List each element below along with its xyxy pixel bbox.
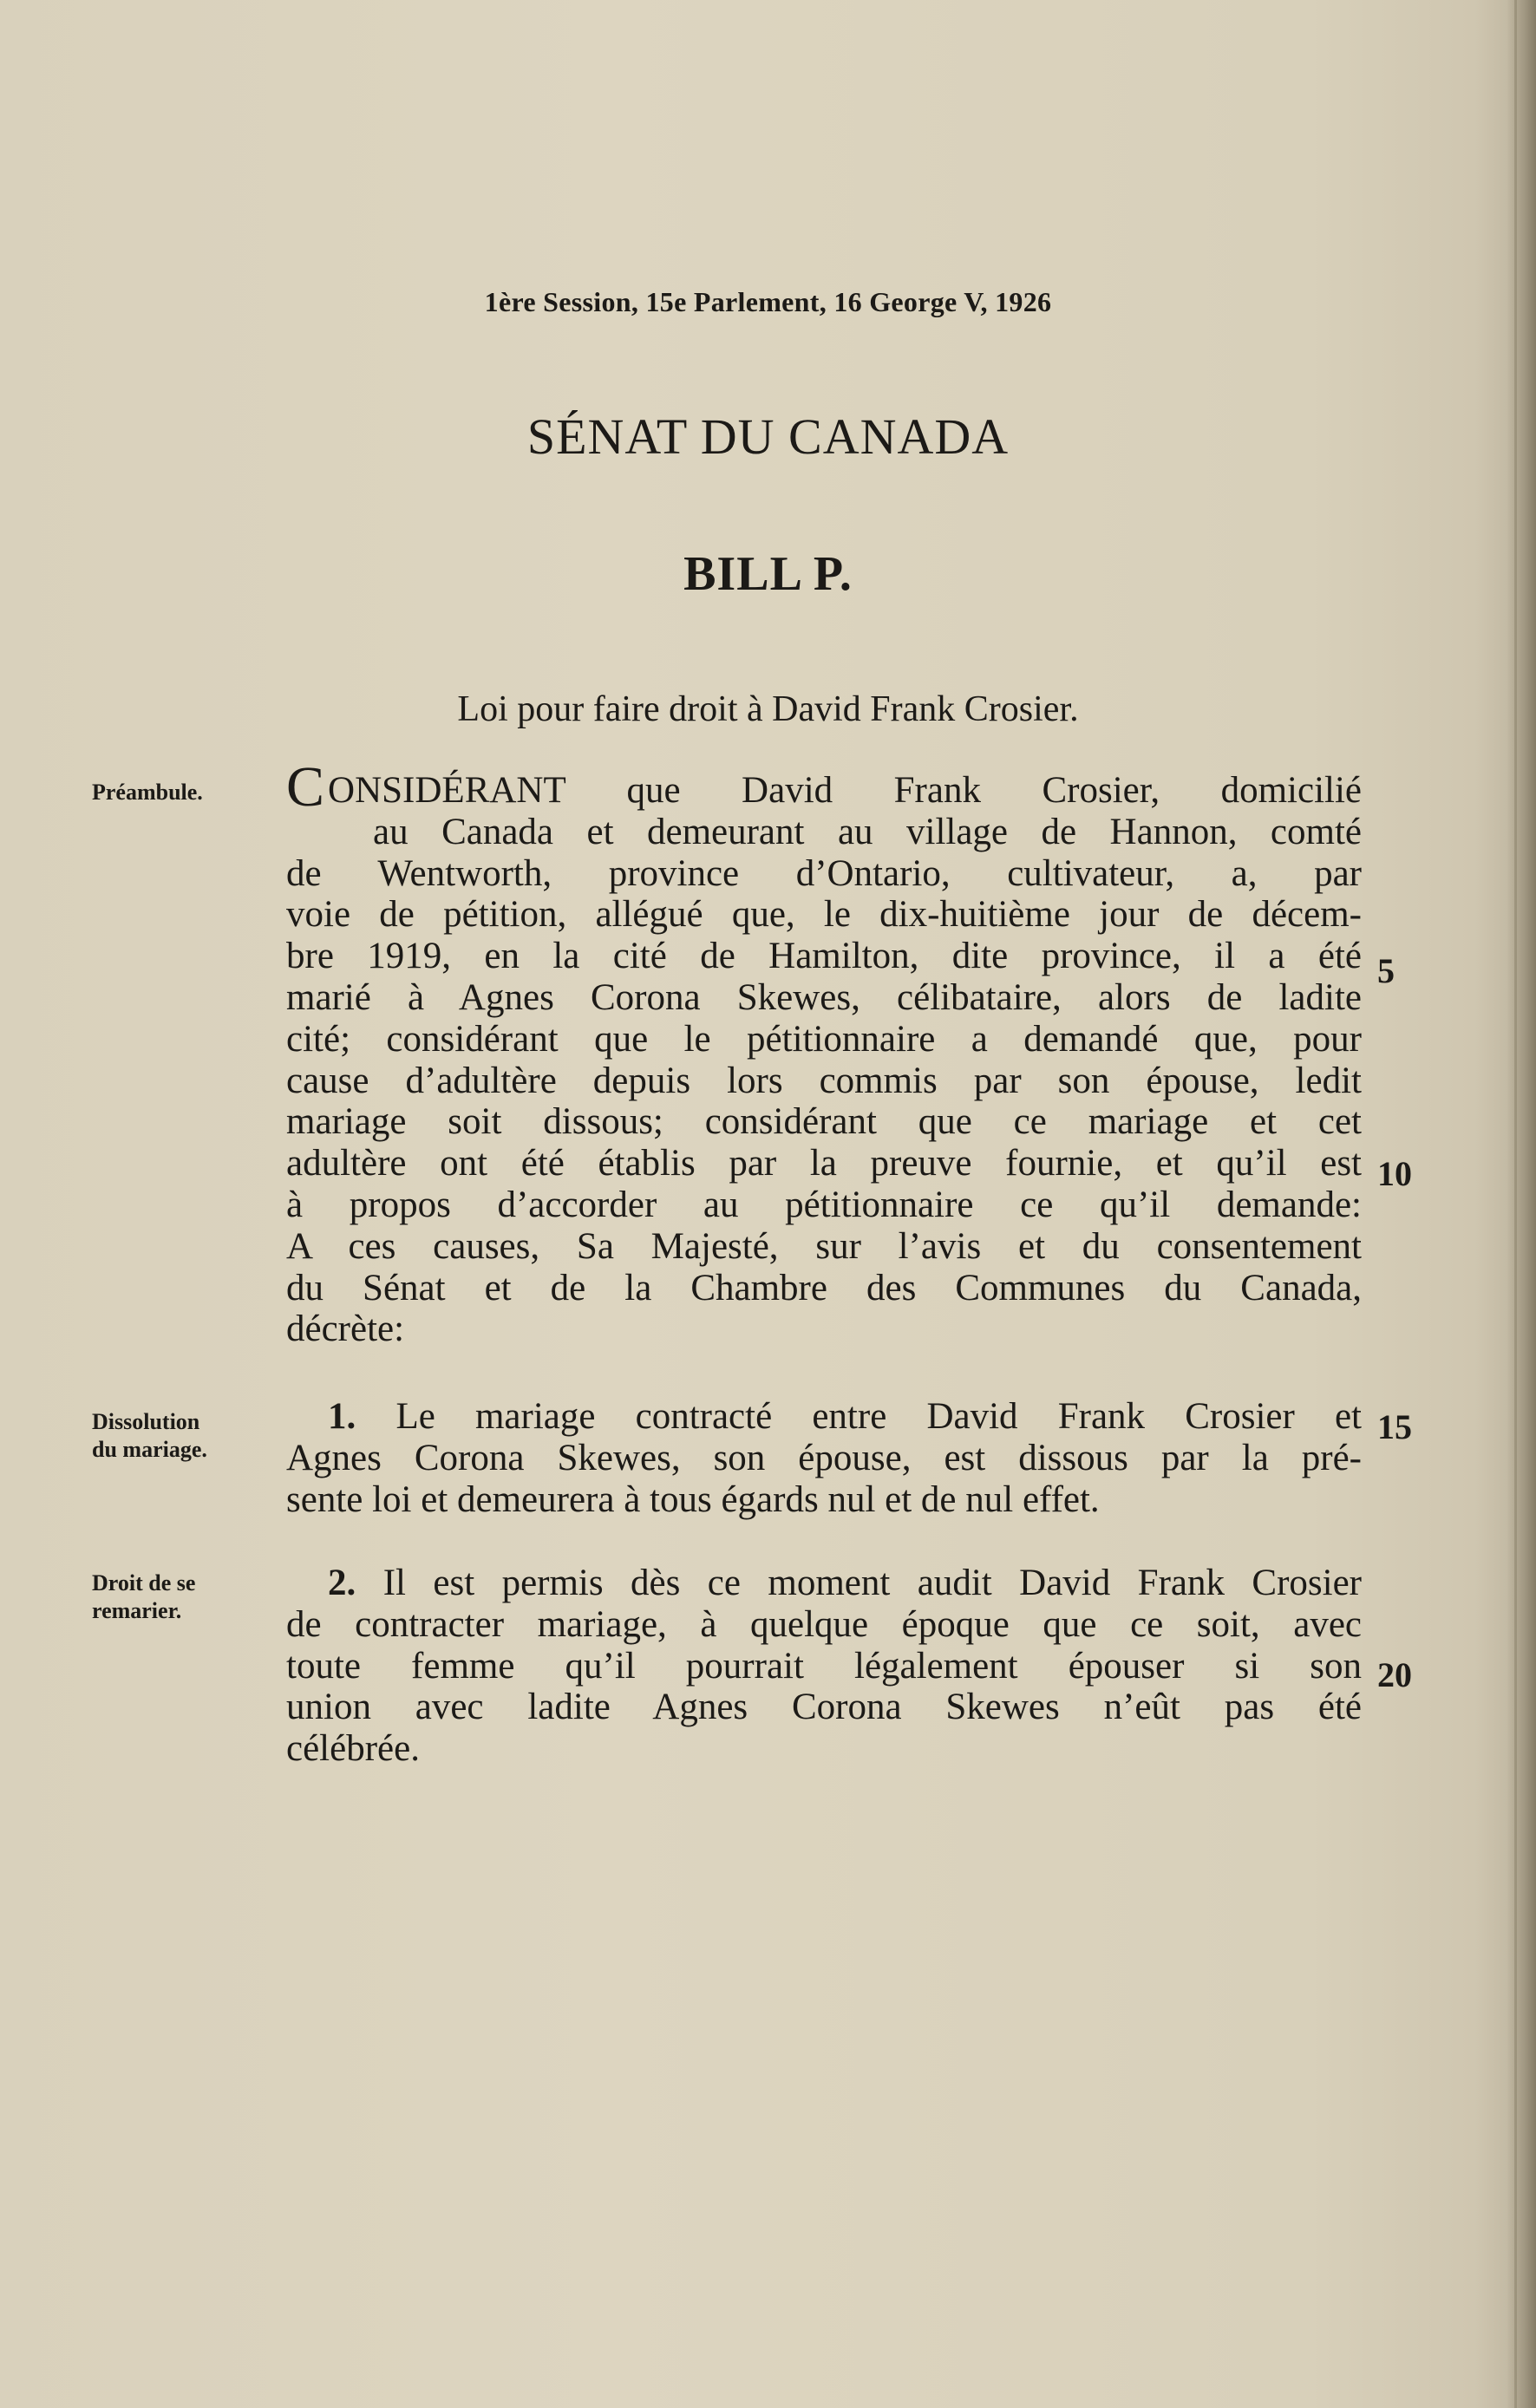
section-2-line-4: union avec ladite Agnes Corona Skewes n’eût pas été: [286, 1687, 1362, 1728]
preamble-line-6: marié à Agnes Corona Skewes, célibataire, alors de ladite: [286, 976, 1362, 1018]
preamble-line-7: cité; considérant que le pétitionnaire a demandé que, pour: [286, 1018, 1362, 1060]
preamble-line-14: décrète:: [286, 1308, 405, 1350]
section-2-paragraph: [286, 1563, 1362, 1770]
section-2-number: 2.: [328, 1563, 356, 1603]
line-number-10: 10: [1377, 1154, 1412, 1193]
preamble-line-10: adultère ont été établis par la preuve fournie, et qu’il est: [286, 1143, 1362, 1184]
line-number-15: 15: [1377, 1407, 1412, 1446]
section-1-paragraph: [286, 1396, 1362, 1520]
preamble-line-5: bre 1919, en la cité de Hamilton, dite province, il a été: [286, 936, 1362, 977]
margin-note-remarry: Droit de se remarier.: [92, 1570, 196, 1623]
preamble-line-12: A ces causes, Sa Majesté, sur l’avis et du consentement: [286, 1225, 1362, 1267]
preamble-line-1: CONSIDÉRANT que David Frank Crosier, domicilié: [286, 755, 1362, 819]
preamble-line-11: à propos d’accorder au pétitionnaire ce qu’il demande:: [286, 1184, 1362, 1225]
section-2-line-1: 2. Il est permis dès ce moment audit David Frank Crosier: [328, 1563, 1363, 1603]
short-title: Loi pour faire droit à David Frank Crosier.: [457, 689, 1079, 729]
drop-cap: C: [286, 755, 325, 819]
line-number-5: 5: [1377, 951, 1395, 990]
page-edge-shadow: [1507, 0, 1536, 2408]
preamble-paragraph: [286, 755, 1362, 1350]
section-2-line-5: célébrée.: [286, 1728, 420, 1770]
margin-note-preamble: Préambule.: [92, 780, 203, 805]
section-1-number: 1.: [328, 1396, 356, 1437]
section-1-line-3: sente loi et demeurera à tous égards nul et de nul effet.: [286, 1478, 1100, 1520]
preamble-line-4: voie de pétition, allégué que, le dix-huitième jour de décem-: [286, 894, 1362, 936]
section-1-line-2: Agnes Corona Skewes, son épouse, est dissous par la pré-: [286, 1437, 1362, 1478]
session-line: 1ère Session, 15e Parlement, 16 George V, 1926: [484, 286, 1052, 317]
preamble-line-2: au Canada et demeurant au village de Hannon, comté: [373, 811, 1362, 852]
senate-title: SÉNAT DU CANADA: [526, 408, 1010, 465]
preamble-line-3: de Wentworth, province d’Ontario, cultivateur, a, par: [286, 852, 1362, 894]
page-edge-line: [1514, 0, 1517, 2408]
section-1-line-1: 1. Le mariage contracté entre David Frank Crosier et: [328, 1396, 1363, 1437]
preamble-line-9: mariage soit dissous; considérant que ce mariage et cet: [286, 1101, 1362, 1143]
bill-title: BILL P.: [683, 547, 853, 601]
section-2-line-2: de contracter mariage, à quelque époque que ce soit, avec: [286, 1603, 1362, 1645]
line-number-20: 20: [1377, 1655, 1412, 1694]
preamble-line-13: du Sénat et de la Chambre des Communes du Canada,: [286, 1267, 1362, 1308]
section-2-line-3: toute femme qu’il pourrait légalement épouser si son: [286, 1645, 1362, 1687]
preamble-line-8: cause d’adultère depuis lors commis par son épouse, ledit: [286, 1060, 1362, 1101]
margin-note-dissolution: Dissolution du mariage.: [92, 1409, 207, 1462]
